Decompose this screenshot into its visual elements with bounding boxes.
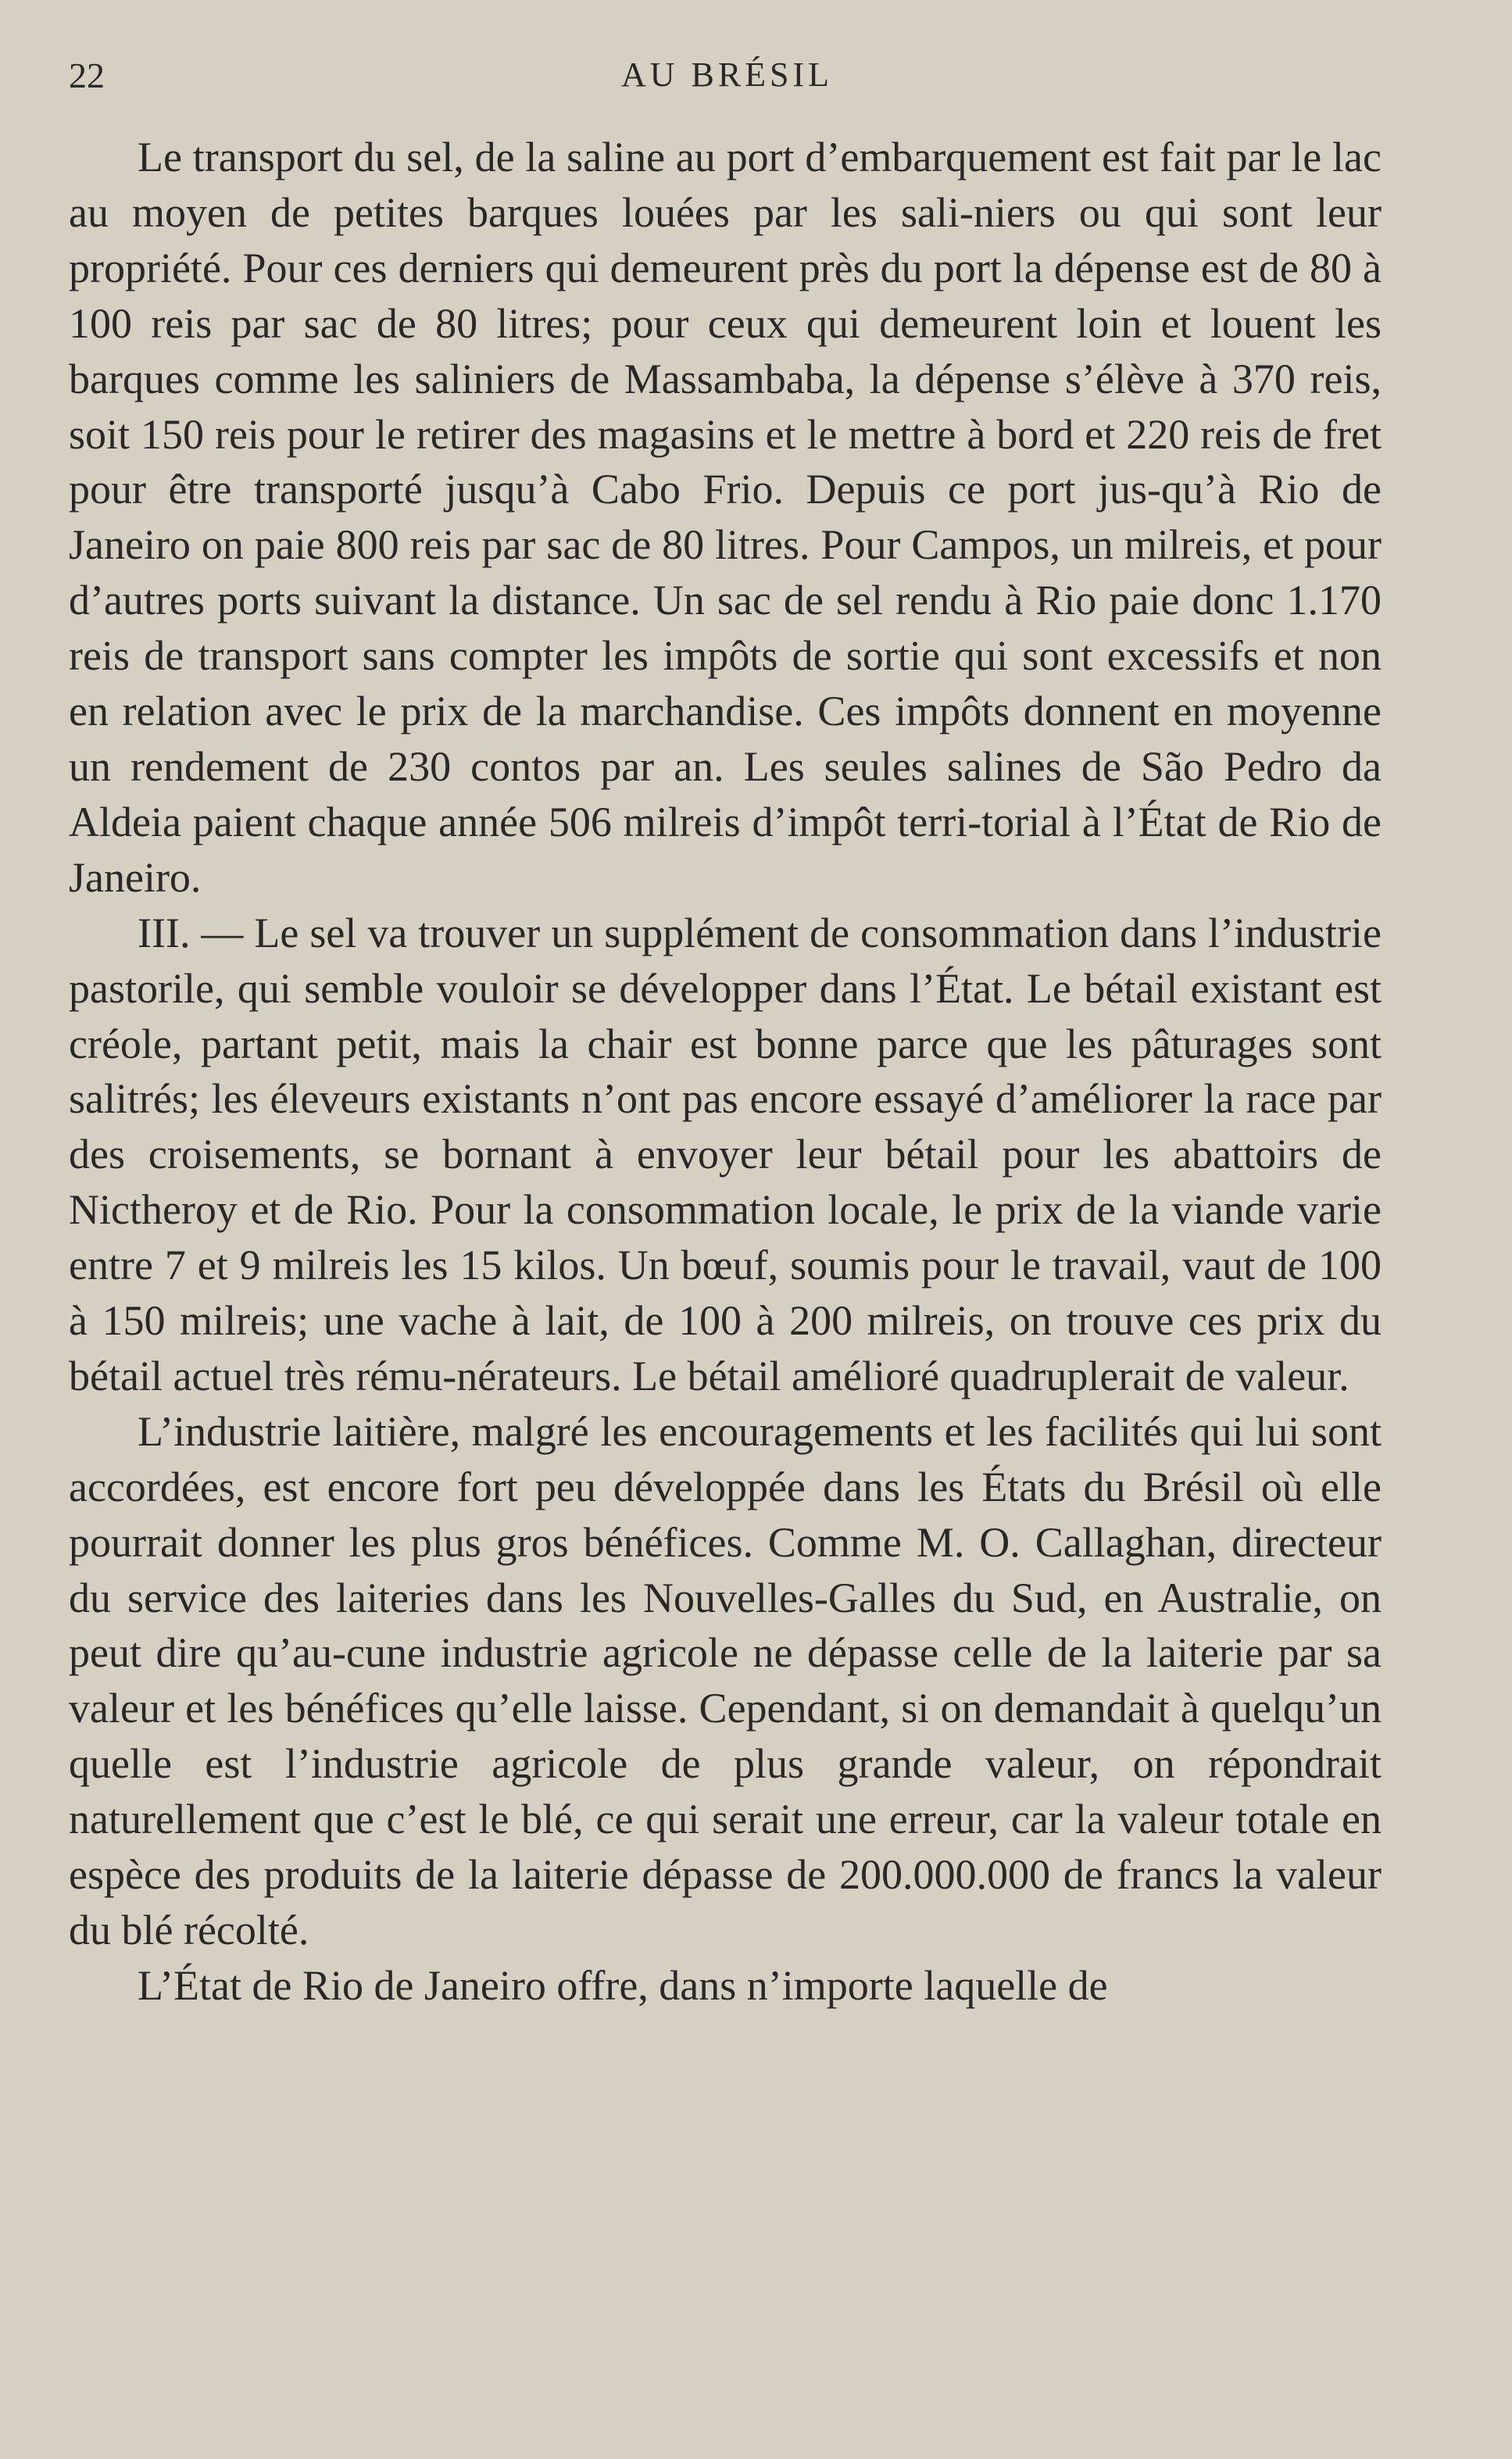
paragraph-pastoral-industry: III. — Le sel va trouver un supplément de consommation dans l’industrie pastorile, qui semble vouloir se développer dans l’État. Le bétail existant est créole, partant petit, mais la chair est bonne parce que les pâturages sont salitrés; les éleveurs existants n’ont pas encore essayé d’améliorer la race par des croisements, se bornant à envoyer leur bétail pour les abattoirs de Nictheroy et de Rio. Pour la consommation locale, le prix de la viande varie entre 7 et 9 milreis les 15 kilos. Un bœuf, soumis pour le travail, vaut de 100 à 150 milreis; une vache à lait, de 100 à 200 milreis, on trouve ces prix du bétail actuel très rému-nérateurs. Le bétail amélioré quadruplerait de valeur. (69, 909, 1382, 1399)
running-title: AU BRÉSIL (620, 55, 834, 94)
paragraph-rio-state: L’État de Rio de Janeiro offre, dans n’importe laquelle de (138, 1961, 1108, 2009)
page-header (69, 55, 1385, 109)
paragraph-salt-transport: Le transport du sel, de la saline au port d’embarquement est fait par le lac au moyen de petites barques louées par les sali-niers ou qui sont leur propriété. Pour ces derniers qui demeurent près du port la dépense est de 80 à 100 reis par sac de 80 litres; pour ceux qui demeurent loin et louent les barques comme les saliniers de Massambaba, la dépense s’élève à 370 reis, soit 150 reis pour le retirer des magasins et le mettre à bord et 220 reis de fret pour être transporté jusqu’à Cabo Frio. Depuis ce port jus-qu’à Rio de Janeiro on paie 800 reis par sac de 80 litres. Pour Campos, un milreis, et pour d’autres ports suivant la distance. Un sac de sel rendu à Rio paie donc 1.170 reis de transport sans compter les impôts de sortie qui sont excessifs et non en relation avec le prix de la marchandise. Ces impôts donnent en moyenne un rendement de 230 contos par an. Les seules salines de São Pedro da Aldeia paient chaque année 506 milreis d’impôt terri-torial à l’État de Rio de Janeiro. (69, 134, 1382, 901)
body-text (69, 130, 1382, 2014)
paragraph-dairy-industry: L’industrie laitière, malgré les encouragements et les facilités qui lui sont accordées, est encore fort peu développée dans les États du Brésil où elle pourrait donner les plus gros bénéfices. Comme M. O. Callaghan, directeur du service des laiteries dans les Nouvelles-Galles du Sud, en Australie, on peut dire qu’au-cune industrie agricole ne dépasse celle de la laiterie par sa valeur et les bénéfices qu’elle laisse. Cependant, si on demandait à quelqu’un quelle est l’industrie agricole de plus grande valeur, on répondrait naturellement que c’est le blé, ce qui serait une erreur, car la valeur totale en espèce des produits de la laiterie dépasse de 200.000.000 de francs la valeur du blé récolté. (69, 1407, 1382, 1953)
page-number: 22 (69, 55, 105, 95)
